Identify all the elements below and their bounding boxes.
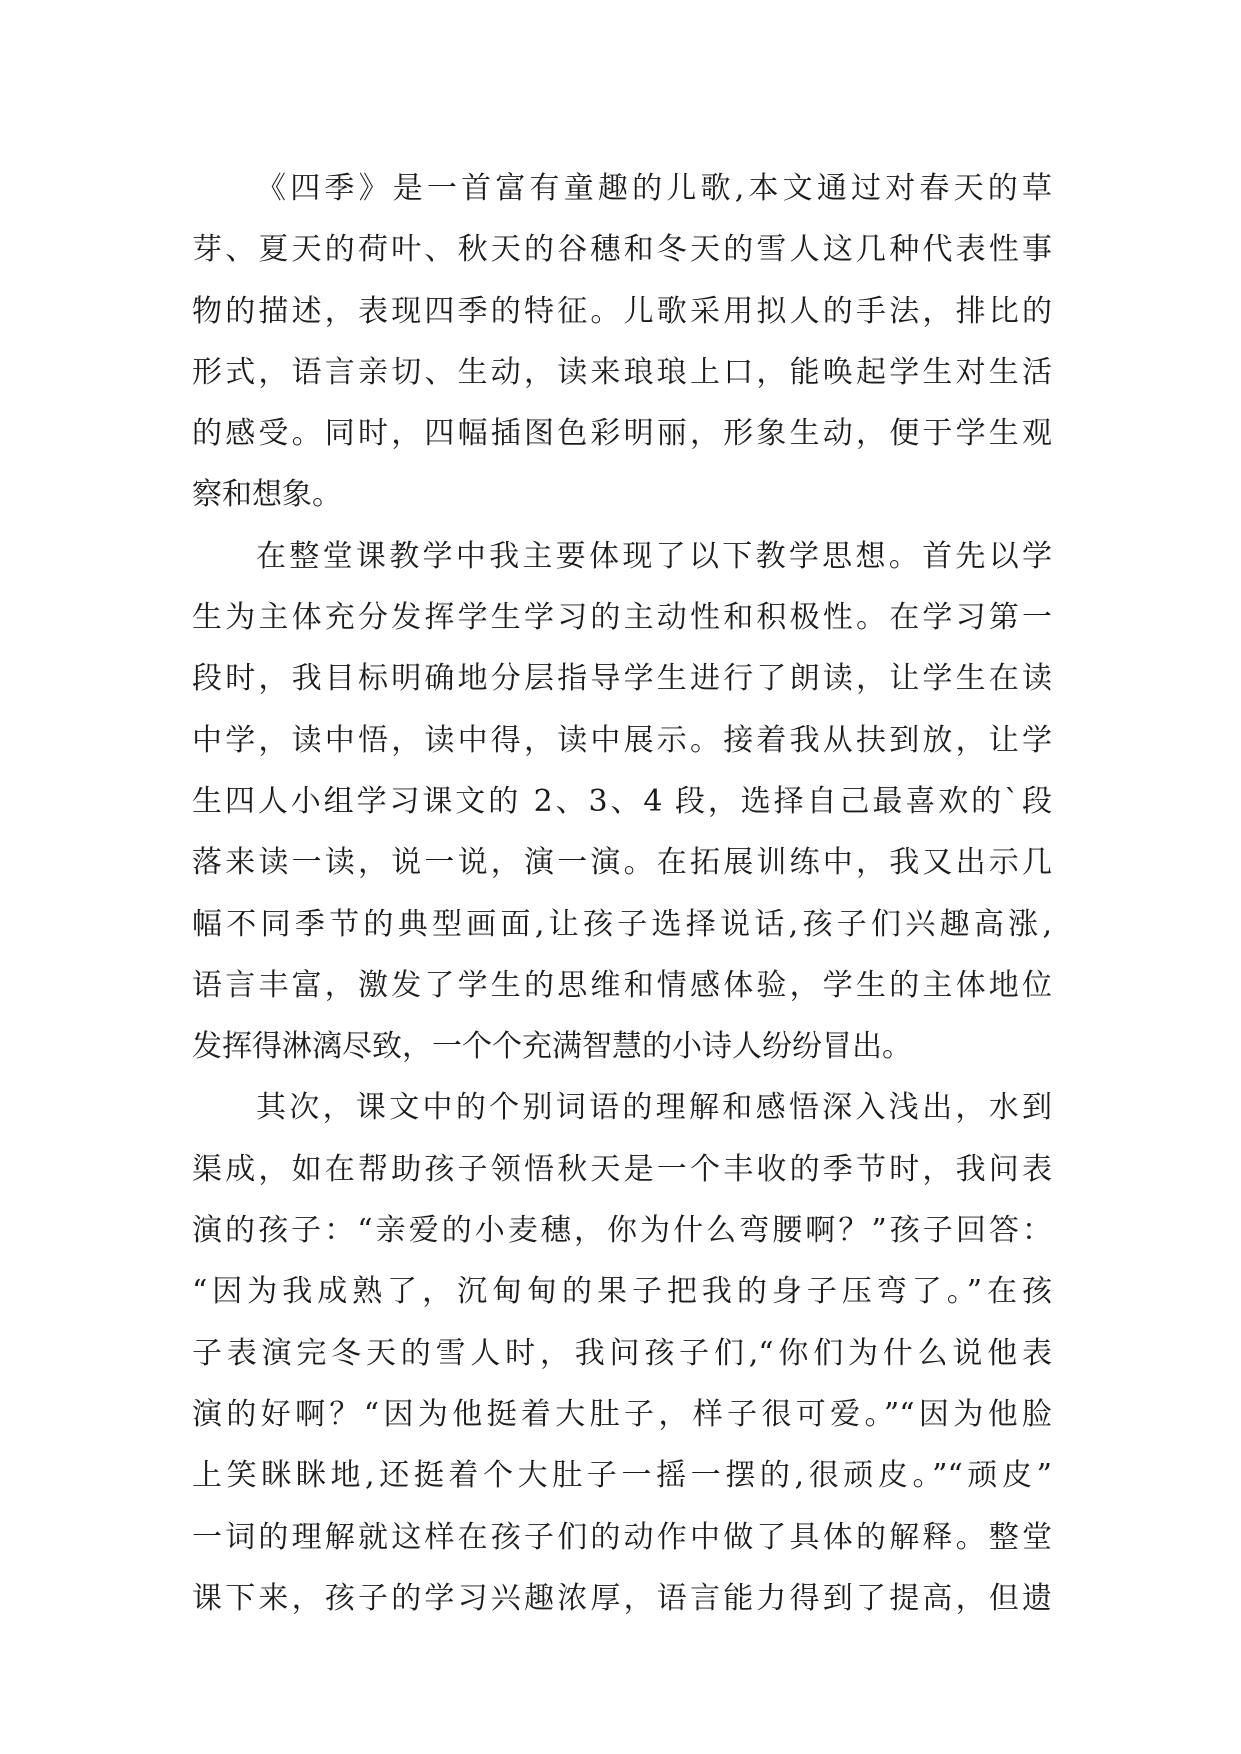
- text-line: 其次，课文中的个别词语的理解和感悟深入浅出，水到: [256, 1090, 1052, 1126]
- text-line: 发挥得淋漓尽致，一个个充满智慧的小诗人纷纷冒出。: [192, 1029, 912, 1065]
- text-line: 形式，语言亲切、生动，读来琅琅上口，能唤起学生对生活: [192, 354, 1052, 390]
- text-line: 生为主体充分发挥学生学习的主动性和积极性。在学习第一: [192, 600, 1052, 636]
- text-line: 演的孩子：“亲爱的小麦穗，你为什么弯腰啊？”孩子回答：: [192, 1213, 1052, 1249]
- text-line: 渠成，如在帮助孩子领悟秋天是一个丰收的季节时，我问表: [192, 1151, 1052, 1187]
- text-line: 语言丰富，激发了学生的思维和情感体验，学生的主体地位: [192, 967, 1052, 1003]
- text-line: 上笑眯眯地,还挺着个大肚子一摇一摆的,很顽皮。”“顽皮”: [192, 1458, 1052, 1494]
- text-line: 在整堂课教学中我主要体现了以下教学思想。首先以学: [256, 538, 1052, 574]
- text-line: 演的好啊？“因为他挺着大肚子，样子很可爱。”“因为他脸: [192, 1396, 1052, 1432]
- text-line: 的感受。同时，四幅插图色彩明丽，形象生动，便于学生观: [192, 416, 1052, 452]
- text-line: 幅不同季节的典型画面,让孩子选择说话,孩子们兴趣高涨,: [192, 906, 1052, 942]
- text-line: 芽、夏天的荷叶、秋天的谷穗和冬天的雪人这几种代表性事: [192, 232, 1052, 268]
- paragraph-3: [192, 1077, 1052, 1629]
- text-line: 中学，读中悟，读中得，读中展示。接着我从扶到放，让学: [192, 722, 1052, 758]
- text-line: 《四季》是一首富有童趣的儿歌,本文通过对春天的草: [256, 171, 1052, 206]
- text-line: 段时，我目标明确地分层指导学生进行了朗读，让学生在读: [192, 661, 1052, 697]
- text-line: 落来读一读，说一说，演一演。在拓展训练中，我又出示几: [192, 845, 1052, 881]
- text-line: “因为我成熟了，沉甸甸的果子把我的身子压弯了。”在孩: [192, 1274, 1052, 1310]
- text-line: 生四人小组学习课文的 2、3、4 段，选择自己最喜欢的`段: [192, 783, 1052, 819]
- paragraph-2: [192, 526, 1052, 1078]
- text-line: 物的描述，表现四季的特征。儿歌采用拟人的手法，排比的: [192, 293, 1052, 329]
- document-body: [192, 158, 1052, 1629]
- text-line: 一词的理解就这样在孩子们的动作中做了具体的解释。整堂: [192, 1519, 1052, 1555]
- text-line: 课下来，孩子的学习兴趣浓厚，语言能力得到了提高，但遗: [192, 1580, 1052, 1616]
- text-line: 察和想象。: [192, 477, 342, 513]
- paragraph-1: [192, 158, 1052, 526]
- text-line: 子表演完冬天的雪人时，我问孩子们,“你们为什么说他表: [192, 1335, 1052, 1371]
